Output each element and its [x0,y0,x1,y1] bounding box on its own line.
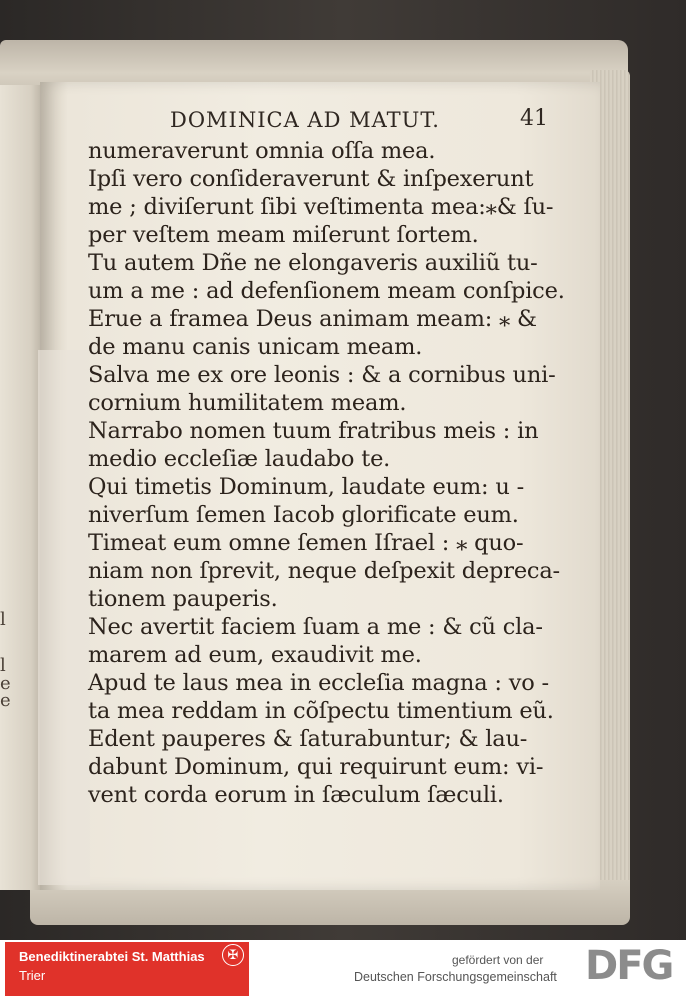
page-number: 41 [520,106,548,131]
text-line: tionem pauperis. [88,586,278,612]
text-line: dabunt Dominum, qui requirunt eum: vi- [88,754,544,780]
text-line: me ; diviſerunt ſibi veſtimenta mea:⁎& ſu- [88,194,554,220]
facing-page-glyph: e [0,673,11,694]
text-line: Apud te laus mea in eccleſia magna : vo - [88,670,549,696]
funding-note-line1: gefördert von der [452,953,544,967]
paper-repair-patch [38,350,90,885]
text-line: Qui timetis Dominum, laudate eum: u - [88,474,524,500]
facing-page-glyph: l [0,655,6,676]
text-line: marem ad eum, exaudivit me. [88,642,422,668]
text-line: Nec avertit faciem ſuam a me : & cũ cla- [88,614,543,640]
institution-name: Benediktinerabtei St. Matthias [19,949,205,964]
text-line: Ipſi vero conſideraverunt & inſpexerunt [88,166,534,192]
text-line: numeraverunt omnia oſſa mea. [88,138,436,164]
text-line: Erue a framea Deus animam meam: ⁎ & [88,306,537,332]
text-line: cornium humilitatem meam. [88,390,407,416]
text-line: Narrabo nomen tuum fratribus meis : in [88,418,539,444]
running-head: DOMINICA AD MATUT. [170,108,440,132]
text-line: vent corda eorum in ſæculum ſæculi. [88,782,504,808]
abbey-seal-icon: ✠ [222,944,244,966]
text-line: Edent pauperes & ſaturabuntur; & lau- [88,726,528,752]
facing-page-glyph: l [0,609,6,630]
dfg-logo[interactable]: DFG [585,943,673,989]
text-line: medio eccleſiæ laudabo te. [88,446,391,472]
text-line: ta mea reddam in cõſpectu timentium eũ. [88,698,554,724]
text-line: um a me : ad defenſionem meam conſpice. [88,278,565,304]
text-line: Salva me ex ore leonis : & a cornibus uni- [88,362,556,388]
text-line: de manu canis unicam meam. [88,334,423,360]
funding-note-line2: Deutschen Forschungsgemeinschaft [354,970,557,984]
institution-city: Trier [19,968,46,983]
text-line: Timeat eum omne ſemen Iſrael : ⁎ quo- [88,530,524,556]
facing-page-glyph: e [0,690,11,711]
text-line: per veſtem meam miſerunt ſortem. [88,222,479,248]
text-line: Tu autem Dñe ne elongaveris auxiliũ tu- [88,250,538,276]
text-line: niverſum ſemen Iacob glorificate eum. [88,502,519,528]
text-line: niam non ſprevit, neque deſpexit depreca- [88,558,560,584]
